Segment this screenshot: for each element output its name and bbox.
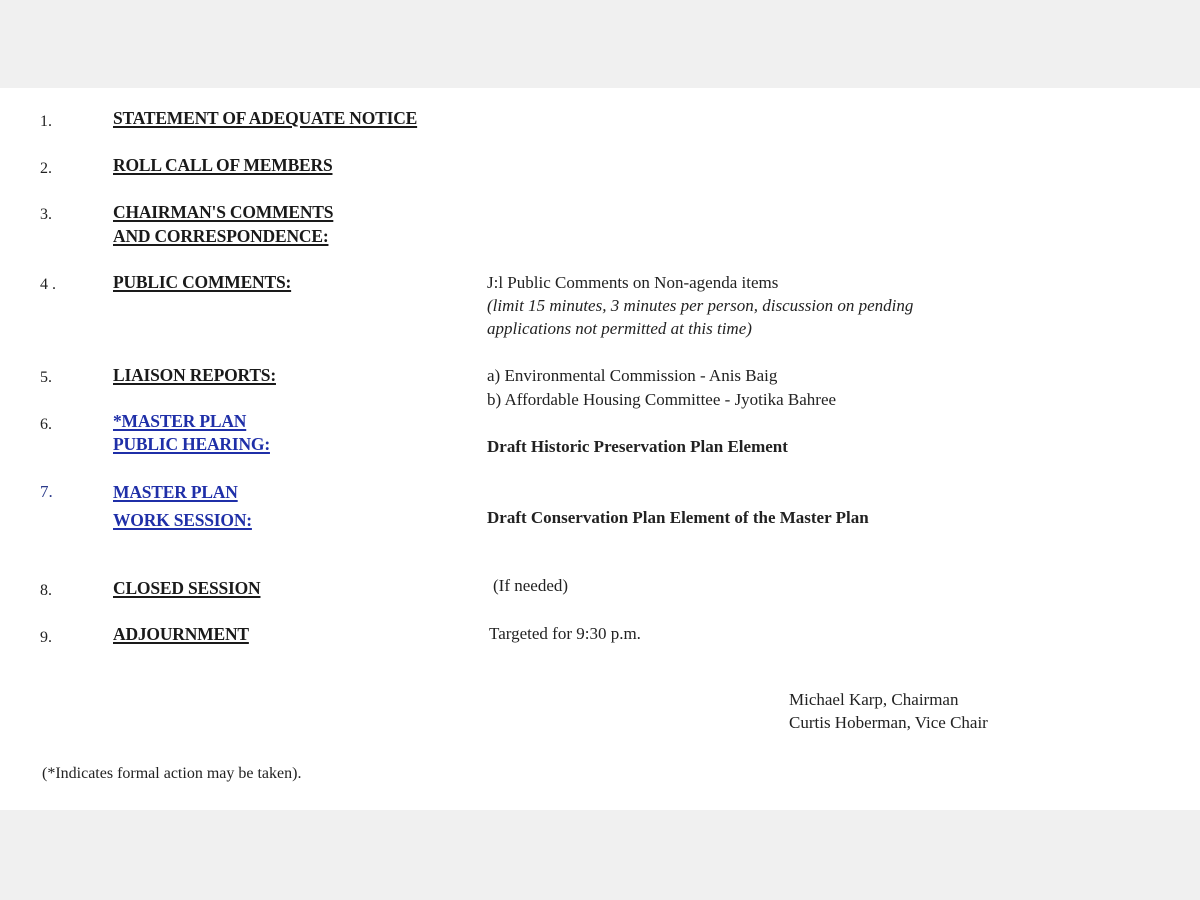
item-5-number: 5. [40, 369, 52, 386]
footnote: (*Indicates formal action may be taken). [42, 765, 302, 782]
item-4-heading: PUBLIC COMMENTS: [113, 272, 292, 292]
item-4-detail-line-3: applications not permitted at this time) [487, 319, 752, 338]
item-4-detail-line-1: J:l Public Comments on Non-agenda items [487, 273, 779, 292]
item-4-detail-line-2: (limit 15 minutes, 3 minutes per person, discussion on pending [487, 296, 914, 315]
signature-chairman: Michael Karp, Chairman [789, 690, 959, 709]
item-8-detail: (If needed) [493, 576, 569, 595]
item-6-number: 6. [40, 416, 52, 433]
item-5-detail-line-1: a) Environmental Commission - Anis Baig [487, 366, 778, 385]
item-6-heading-line-2[interactable]: PUBLIC HEARING: [113, 434, 270, 454]
item-6-heading-line-1[interactable]: *MASTER PLAN [113, 411, 247, 431]
item-1-heading: STATEMENT OF ADEQUATE NOTICE [113, 108, 418, 128]
item-5-heading: LIAISON REPORTS: [113, 365, 276, 385]
item-3-heading-line-2: AND CORRESPONDENCE: [113, 226, 329, 246]
item-7-heading-line-1[interactable]: MASTER PLAN [113, 482, 238, 502]
item-9-detail: Targeted for 9:30 p.m. [489, 624, 641, 643]
item-6-detail: Draft Historic Preservation Plan Element [487, 437, 788, 456]
item-3-number: 3. [40, 206, 52, 223]
item-8-heading: CLOSED SESSION [113, 578, 261, 598]
item-5-detail-line-2: b) Affordable Housing Committee - Jyotika Bahree [487, 390, 837, 409]
item-2-number: 2. [40, 160, 52, 177]
item-9-number: 9. [40, 629, 52, 646]
item-7-detail: Draft Conservation Plan Element of the Master Plan [487, 508, 869, 527]
item-1-number: 1. [40, 113, 52, 130]
item-8-number: 8. [40, 582, 52, 599]
item-2-heading: ROLL CALL OF MEMBERS [113, 155, 333, 175]
item-3-heading-line-1: CHAIRMAN'S COMMENTS [113, 202, 334, 222]
item-4-number: 4 . [40, 276, 56, 293]
item-7-heading-line-2[interactable]: WORK SESSION: [113, 510, 252, 530]
item-7-number: 7. [40, 482, 53, 501]
agenda-document [0, 88, 1200, 810]
signature-vice-chair: Curtis Hoberman, Vice Chair [789, 713, 988, 732]
item-9-heading: ADJOURNMENT [113, 624, 249, 644]
